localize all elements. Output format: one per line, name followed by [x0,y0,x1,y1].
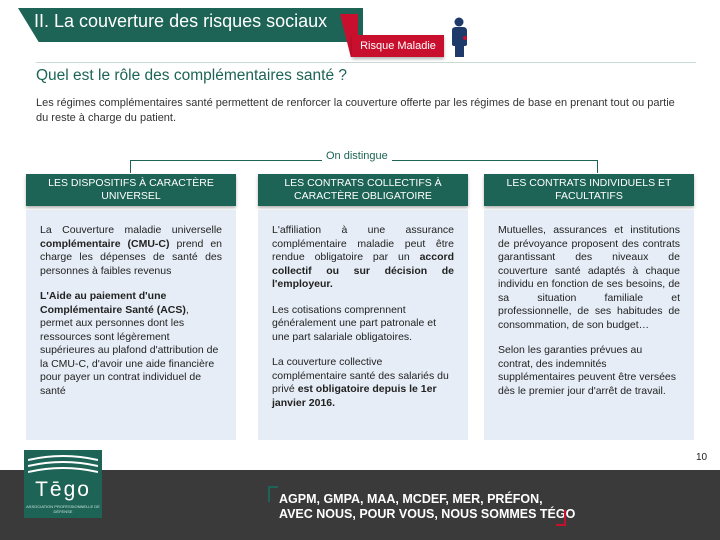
section-title: II. La couverture des risques sociaux [34,11,328,31]
column-body-universal [26,210,236,440]
distinction-label: On distingue [322,150,392,162]
individual-text: Mutuelles, assurances et institutions de prévoyance proposent des contrats garantissant des niveaux de couverture santé adaptés à chaque individu en fonction de ses besoins, de sa situation familiale et professionnelle, de ses habitudes de consommation, de son budget… [498,224,680,331]
collective-text-b: est obligatoire depuis le 1er janvier 2016. [272,383,437,409]
cmu-text-a: La Couverture maladie universelle [40,224,222,236]
affiliation-text-a: L'affiliation à une assurance complémentaire maladie peut être rendue obligatoire par un [272,224,454,263]
acs-text-a: L'Aide au paiement d'une Complémentaire Santé (ACS) [40,290,186,316]
tagline-line-1: AGPM, GMPA, MAA, MCDEF, MER, PRÉFON, [279,492,543,506]
person-icon [448,16,472,58]
footer-tagline [279,492,575,522]
collective-text-a: La couverture collective complémentaire santé des salariés du privé [272,356,449,395]
page-question: Quel est le rôle des complémentaires santé ? [36,67,348,84]
column-heading-collective: LES CONTRATS COLLECTIFS À CARACTÈRE OBLIGATOIRE [258,174,468,206]
column-heading-universal: LES DISPOSITIFS À CARACTÈRE UNIVERSEL [26,174,236,206]
cotisations-text: Les cotisations comprennent généralement une part patronale et une part salariale obligatoires. [272,303,437,343]
tagline-corner-left [268,486,278,502]
risk-badge: Risque Maladie [352,35,444,57]
column-heading-individual: LES CONTRATS INDIVIDUELS ET FACULTATIFS [484,174,694,206]
column-body-individual [484,210,694,440]
tagline-line-2: AVEC NOUS, POUR VOUS, NOUS SOMMES TÉGO [279,507,576,521]
cmu-text-b: complémentaire (CMU-C) [40,237,170,250]
cmu-text-c: prend en charge les dépenses de santé des personnes à faibles revenus [40,237,222,277]
tagline-corner-right [556,510,566,526]
page-number: 10 [696,452,708,463]
acs-text-b: , permet aux personnes dont les ressources sont légèrement supérieures au plafond d'attribution de la CMU-C, d'avoir une aide financière pour payer un contrat individuel de santé [40,303,219,397]
affiliation-text-b: accord collectif ou sur décision de l'employeur. [272,251,454,290]
logo-wordmark: Tēgo [35,478,91,501]
logo-stripes-icon [28,454,98,476]
column-body-collective [258,210,468,440]
indemnites-text: Selon les garanties prévues au contrat, des indemnités supplémentaires peuvent être versées dès le premier jour d'arrêt de travail. [498,344,677,397]
logo-subtitle: ASSOCIATION PROFESSIONNELLE DE DÉFENSE [26,504,100,514]
header-divider [36,62,696,63]
intro-text: Les régimes complémentaires santé permettent de renforcer la couverture offerte par les régimes de base en prenant tout ou partie du reste à charge du patient. [36,97,675,124]
